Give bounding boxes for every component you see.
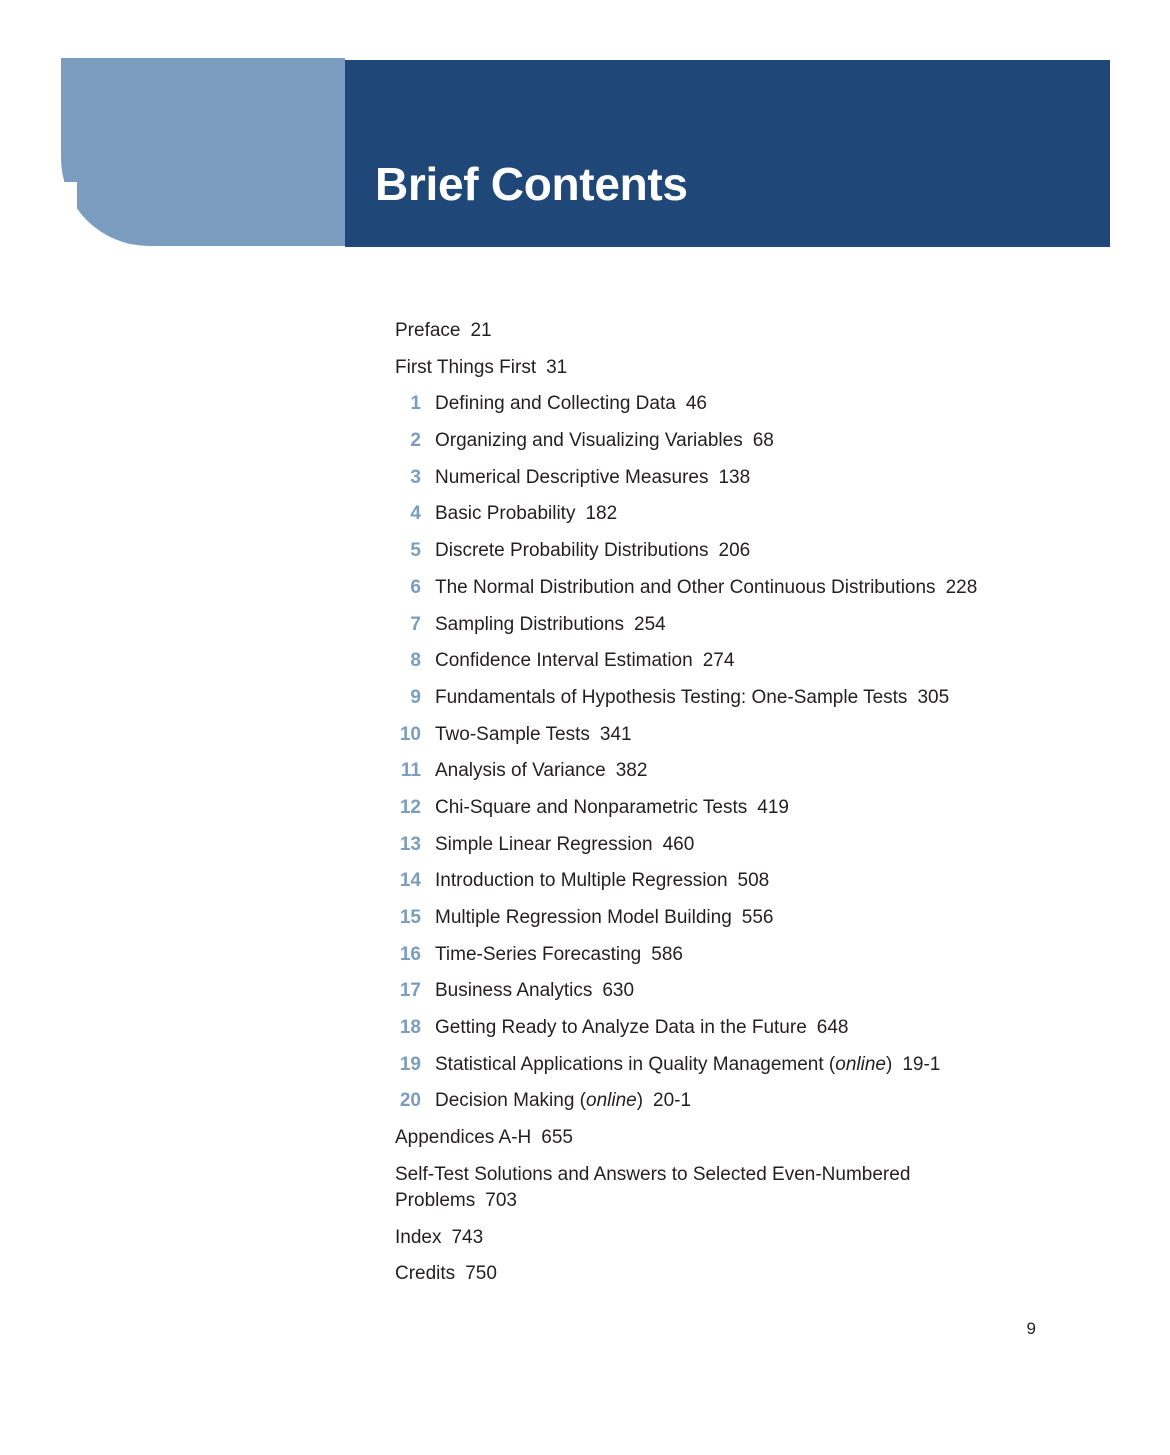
chapter-number: 18	[399, 1017, 421, 1039]
toc-entry-page: 21	[470, 320, 492, 341]
chapter-page: 46	[685, 393, 707, 415]
chapter-number: 6	[410, 576, 421, 598]
page-number: 9	[1026, 1319, 1036, 1338]
chapter-title: Business Analytics	[435, 980, 593, 1002]
chapter-number: 17	[399, 980, 421, 1002]
toc-entry-page: 750	[465, 1263, 497, 1285]
chapter-page: 556	[741, 907, 774, 928]
toc-entry-title: Appendices A-H	[395, 1127, 532, 1149]
toc-chapter-1[interactable]	[395, 391, 1035, 417]
toc-entry-credits[interactable]	[395, 1261, 1035, 1287]
chapter-page: 460	[662, 833, 695, 855]
toc-chapter-12[interactable]	[395, 795, 1035, 821]
toc-chapter-9[interactable]	[395, 685, 1035, 711]
chapter-page: 382	[615, 760, 648, 782]
chapter-page: 228	[945, 576, 978, 598]
chapter-page: 305	[917, 686, 950, 708]
chapter-title: Simple Linear Regression	[435, 833, 653, 855]
toc-chapter-15[interactable]	[395, 905, 1035, 931]
chapter-page: 68	[752, 430, 774, 452]
toc-entry-page: 31	[546, 356, 568, 378]
chapter-online-note: online	[835, 1053, 886, 1075]
toc-chapter-14[interactable]	[395, 868, 1035, 894]
toc-entry-self-test-solutions[interactable]	[395, 1162, 1035, 1214]
chapter-title: Chi-Square and Nonparametric Tests	[435, 796, 748, 818]
toc-chapter-5[interactable]	[395, 538, 1035, 564]
chapter-page: 138	[718, 466, 751, 488]
chapter-number: 15	[399, 907, 421, 928]
table-of-contents	[395, 318, 1035, 1298]
chapter-number: 13	[399, 833, 421, 855]
toc-chapter-13[interactable]	[395, 832, 1035, 858]
chapter-title: Organizing and Visualizing Variables	[435, 430, 743, 452]
toc-chapter-6[interactable]	[395, 575, 1035, 601]
chapter-page: 19-1	[902, 1053, 941, 1075]
chapter-title: Discrete Probability Distributions	[435, 540, 709, 562]
toc-entry-preface[interactable]	[395, 318, 1035, 344]
toc-chapter-7[interactable]	[395, 612, 1035, 638]
toc-entry-title: Self-Test Solutions and Answers to Selected Even-Numbered Problems	[395, 1163, 911, 1211]
chapter-title: Fundamentals of Hypothesis Testing: One-Sample Tests	[435, 686, 908, 708]
toc-entry-title: First Things First	[395, 356, 537, 378]
page-title: Brief Contents	[375, 158, 688, 210]
chapter-page: 341	[599, 723, 632, 745]
chapter-number: 12	[399, 796, 421, 818]
chapter-page: 586	[651, 943, 683, 965]
toc-chapter-20[interactable]	[395, 1088, 1035, 1114]
chapter-number: 5	[410, 540, 421, 562]
toc-entry-page: 743	[451, 1226, 484, 1248]
chapter-page: 274	[702, 650, 735, 672]
toc-entry-page: 655	[541, 1127, 573, 1149]
chapter-number: 10	[399, 723, 421, 745]
chapter-number: 4	[410, 503, 421, 525]
chapter-title: Analysis of Variance	[435, 760, 606, 782]
chapter-title: Confidence Interval Estimation	[435, 650, 693, 672]
chapter-number: 9	[410, 686, 421, 708]
toc-chapter-3[interactable]	[395, 465, 1035, 491]
toc-entry-title: Preface	[395, 320, 461, 341]
toc-chapter-4[interactable]	[395, 501, 1035, 527]
chapter-page: 508	[737, 870, 770, 892]
toc-entry-title: Index	[395, 1226, 442, 1248]
toc-chapter-18[interactable]	[395, 1015, 1035, 1041]
header-banner	[345, 60, 1110, 247]
toc-entry-index[interactable]	[395, 1225, 1035, 1251]
chapter-online-note: online	[586, 1090, 637, 1112]
toc-chapter-11[interactable]	[395, 758, 1035, 784]
chapter-title: Sampling Distributions	[435, 613, 625, 635]
toc-chapter-16[interactable]	[395, 942, 1035, 968]
chapter-title: Decision Making (	[435, 1090, 586, 1112]
chapter-title: Statistical Applications in Quality Management (	[435, 1053, 836, 1075]
chapter-number: 14	[399, 870, 421, 892]
chapter-page: 648	[816, 1017, 849, 1039]
toc-entry-title: Credits	[395, 1263, 456, 1285]
chapter-page: 630	[602, 980, 635, 1002]
header-accent-notch	[61, 182, 77, 246]
chapter-title-close: )	[885, 1053, 893, 1075]
chapter-number: 8	[410, 650, 421, 672]
chapter-number: 3	[410, 466, 421, 488]
chapter-title: The Normal Distribution and Other Continuous Distributions	[435, 576, 936, 598]
chapter-number: 11	[400, 760, 421, 782]
chapter-page: 20-1	[653, 1090, 692, 1112]
toc-chapter-8[interactable]	[395, 648, 1035, 674]
header-accent-block	[61, 58, 345, 246]
toc-entry-first-things-first[interactable]	[395, 355, 1035, 381]
chapter-title: Numerical Descriptive Measures	[435, 466, 709, 488]
toc-chapter-19[interactable]	[395, 1052, 1035, 1078]
chapter-title: Defining and Collecting Data	[435, 393, 676, 415]
chapter-title: Basic Probability	[435, 503, 576, 525]
chapter-number: 7	[410, 613, 421, 635]
chapter-title: Introduction to Multiple Regression	[435, 870, 728, 892]
chapter-number: 2	[410, 430, 421, 452]
chapter-page: 206	[718, 540, 751, 562]
toc-chapter-17[interactable]	[395, 978, 1035, 1004]
chapter-number: 19	[399, 1053, 421, 1075]
toc-entry-page: 703	[485, 1189, 517, 1211]
chapter-page: 419	[757, 796, 789, 818]
chapter-title: Time-Series Forecasting	[435, 943, 642, 965]
chapter-title: Multiple Regression Model Building	[435, 907, 732, 928]
toc-chapter-2[interactable]	[395, 428, 1035, 454]
chapter-page: 254	[634, 613, 666, 635]
toc-chapter-10[interactable]	[395, 722, 1035, 748]
chapter-title: Two-Sample Tests	[435, 723, 590, 745]
chapter-number: 16	[399, 943, 421, 965]
toc-entry-appendices[interactable]	[395, 1125, 1035, 1151]
chapter-number: 20	[399, 1090, 421, 1112]
chapter-page: 182	[585, 503, 618, 525]
chapter-title-close: )	[636, 1090, 644, 1112]
chapter-number: 1	[410, 393, 421, 415]
chapter-title: Getting Ready to Analyze Data in the Future	[435, 1017, 807, 1039]
